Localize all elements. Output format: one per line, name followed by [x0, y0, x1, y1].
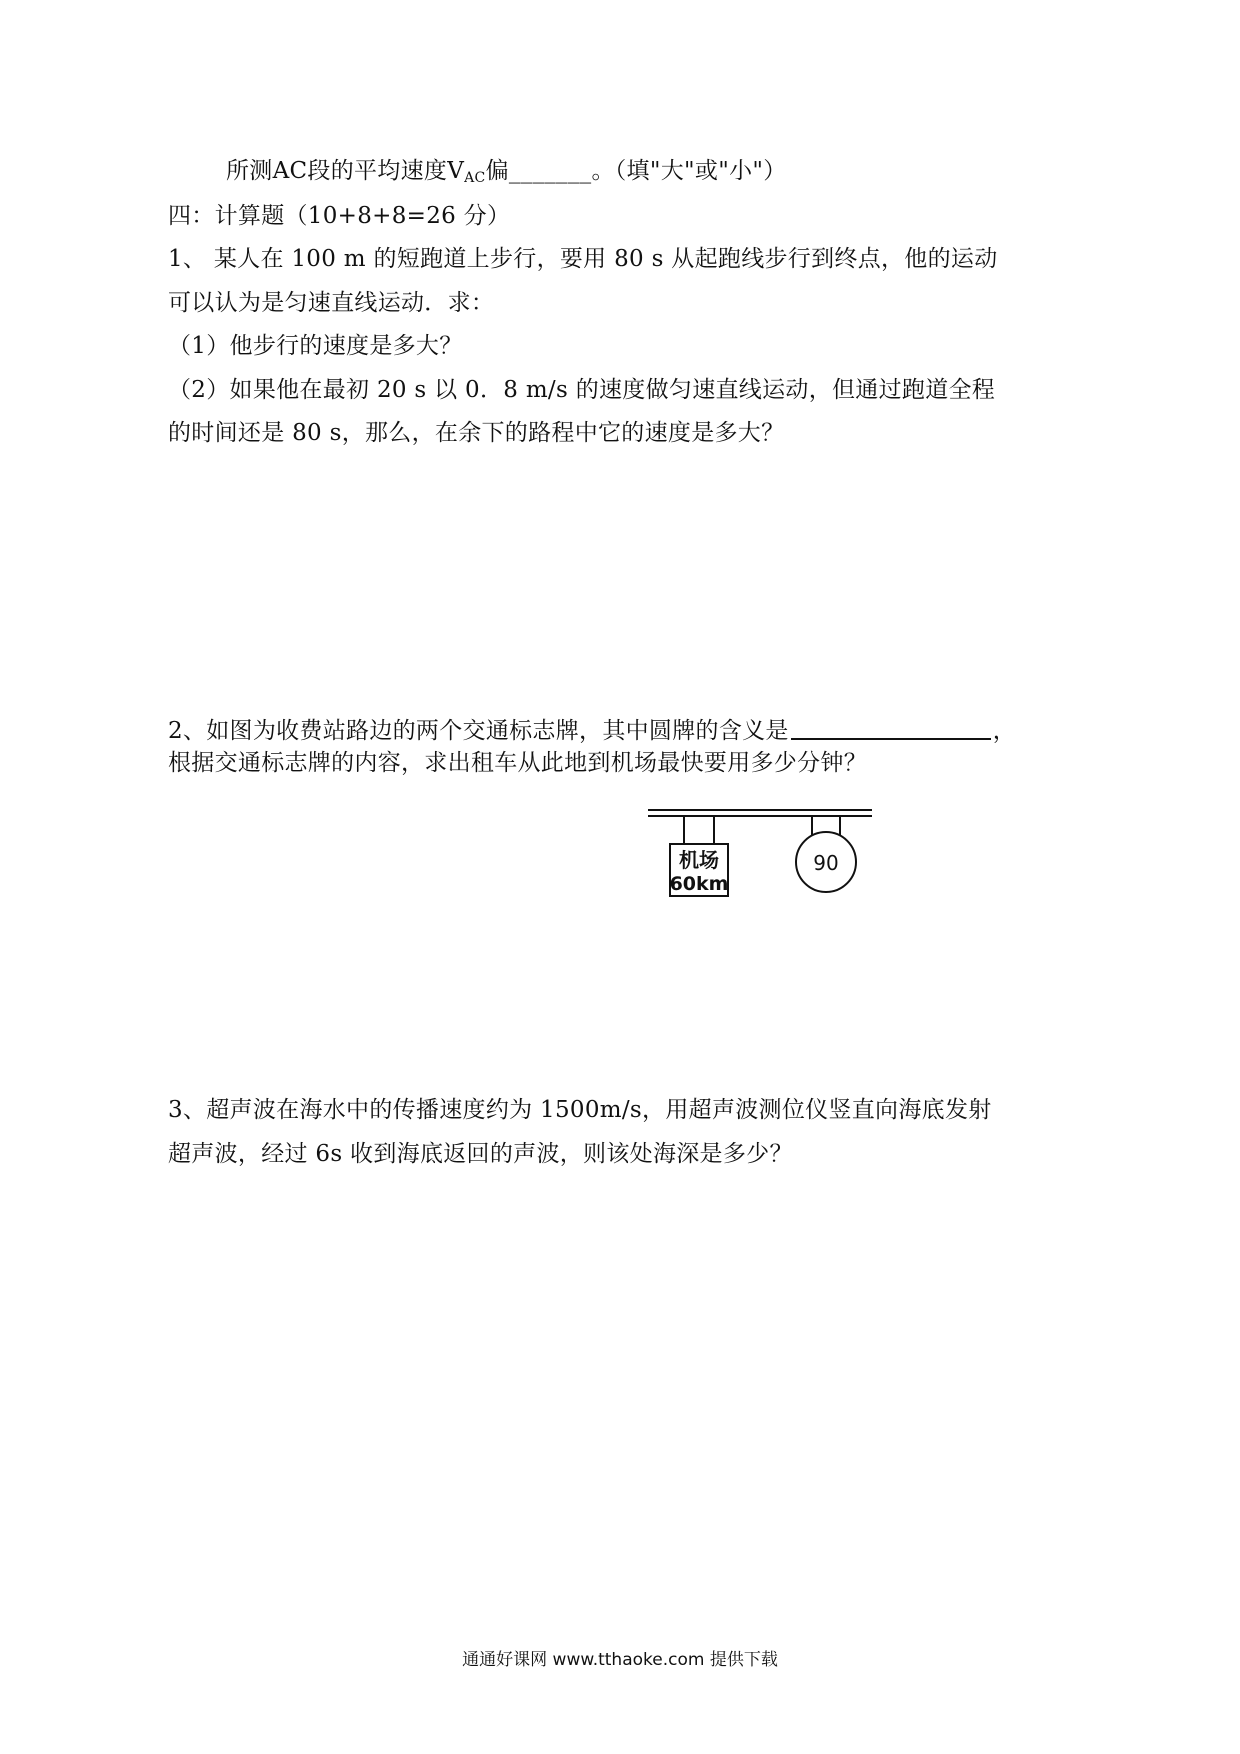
page-footer: 通通好课网 www.tthaoke.com 提供下载 [462, 1650, 778, 1670]
airport-distance-sign [670, 844, 729, 896]
q2-line-2: 根据交通标志牌的内容，求出租车从此地到机场最快要用多少分钟？ [168, 750, 867, 776]
q2-line-1-suffix: ， [992, 718, 1017, 744]
airport-sign-label: 机场 [679, 848, 719, 872]
q2-line-1 [168, 716, 1016, 746]
q1-line-1: 1、 某人在 100 m 的短跑道上步行，要用 80 s 从起跑线步行到终点，他的运动 [168, 246, 998, 272]
rect-sign-hanger [684, 816, 714, 844]
continuation-prefix: 所测AC段的平均速度V [226, 158, 465, 184]
traffic-signs-figure [648, 806, 888, 906]
q2-line-1-prefix: 2、如图为收费站路边的两个交通标志牌，其中圆牌的含义是 [168, 718, 789, 744]
q3-line-2: 超声波，经过 6s 收到海底返回的声波，则该处海深是多少？ [168, 1141, 793, 1167]
section-title: 四：计算题（10+8+8=26 分） [168, 203, 511, 229]
continuation-suffix: 偏_______。（填"大"或"小"） [485, 158, 787, 184]
speed-limit-value: 90 [813, 851, 839, 875]
q1-sub-question-1: （1）他步行的速度是多大？ [168, 333, 463, 359]
continuation-subscript: AC [464, 170, 486, 186]
q1-line-5: 的时间还是 80 s，那么，在余下的路程中它的速度是多大？ [168, 420, 785, 446]
q1-line-2: 可以认为是匀速直线运动．求： [168, 290, 495, 316]
airport-sign-distance: 60km [669, 873, 729, 895]
answer-blank [791, 718, 991, 740]
continuation-line [226, 156, 787, 193]
q3-line-1: 3、超声波在海水中的传播速度约为 1500m/s，用超声波测位仪竖直向海底发射 [168, 1097, 992, 1123]
speed-limit-sign [796, 832, 856, 892]
q1-line-4: （2）如果他在最初 20 s 以 0．8 m/s 的速度做匀速直线运动，但通过跑道全程 [168, 377, 996, 403]
